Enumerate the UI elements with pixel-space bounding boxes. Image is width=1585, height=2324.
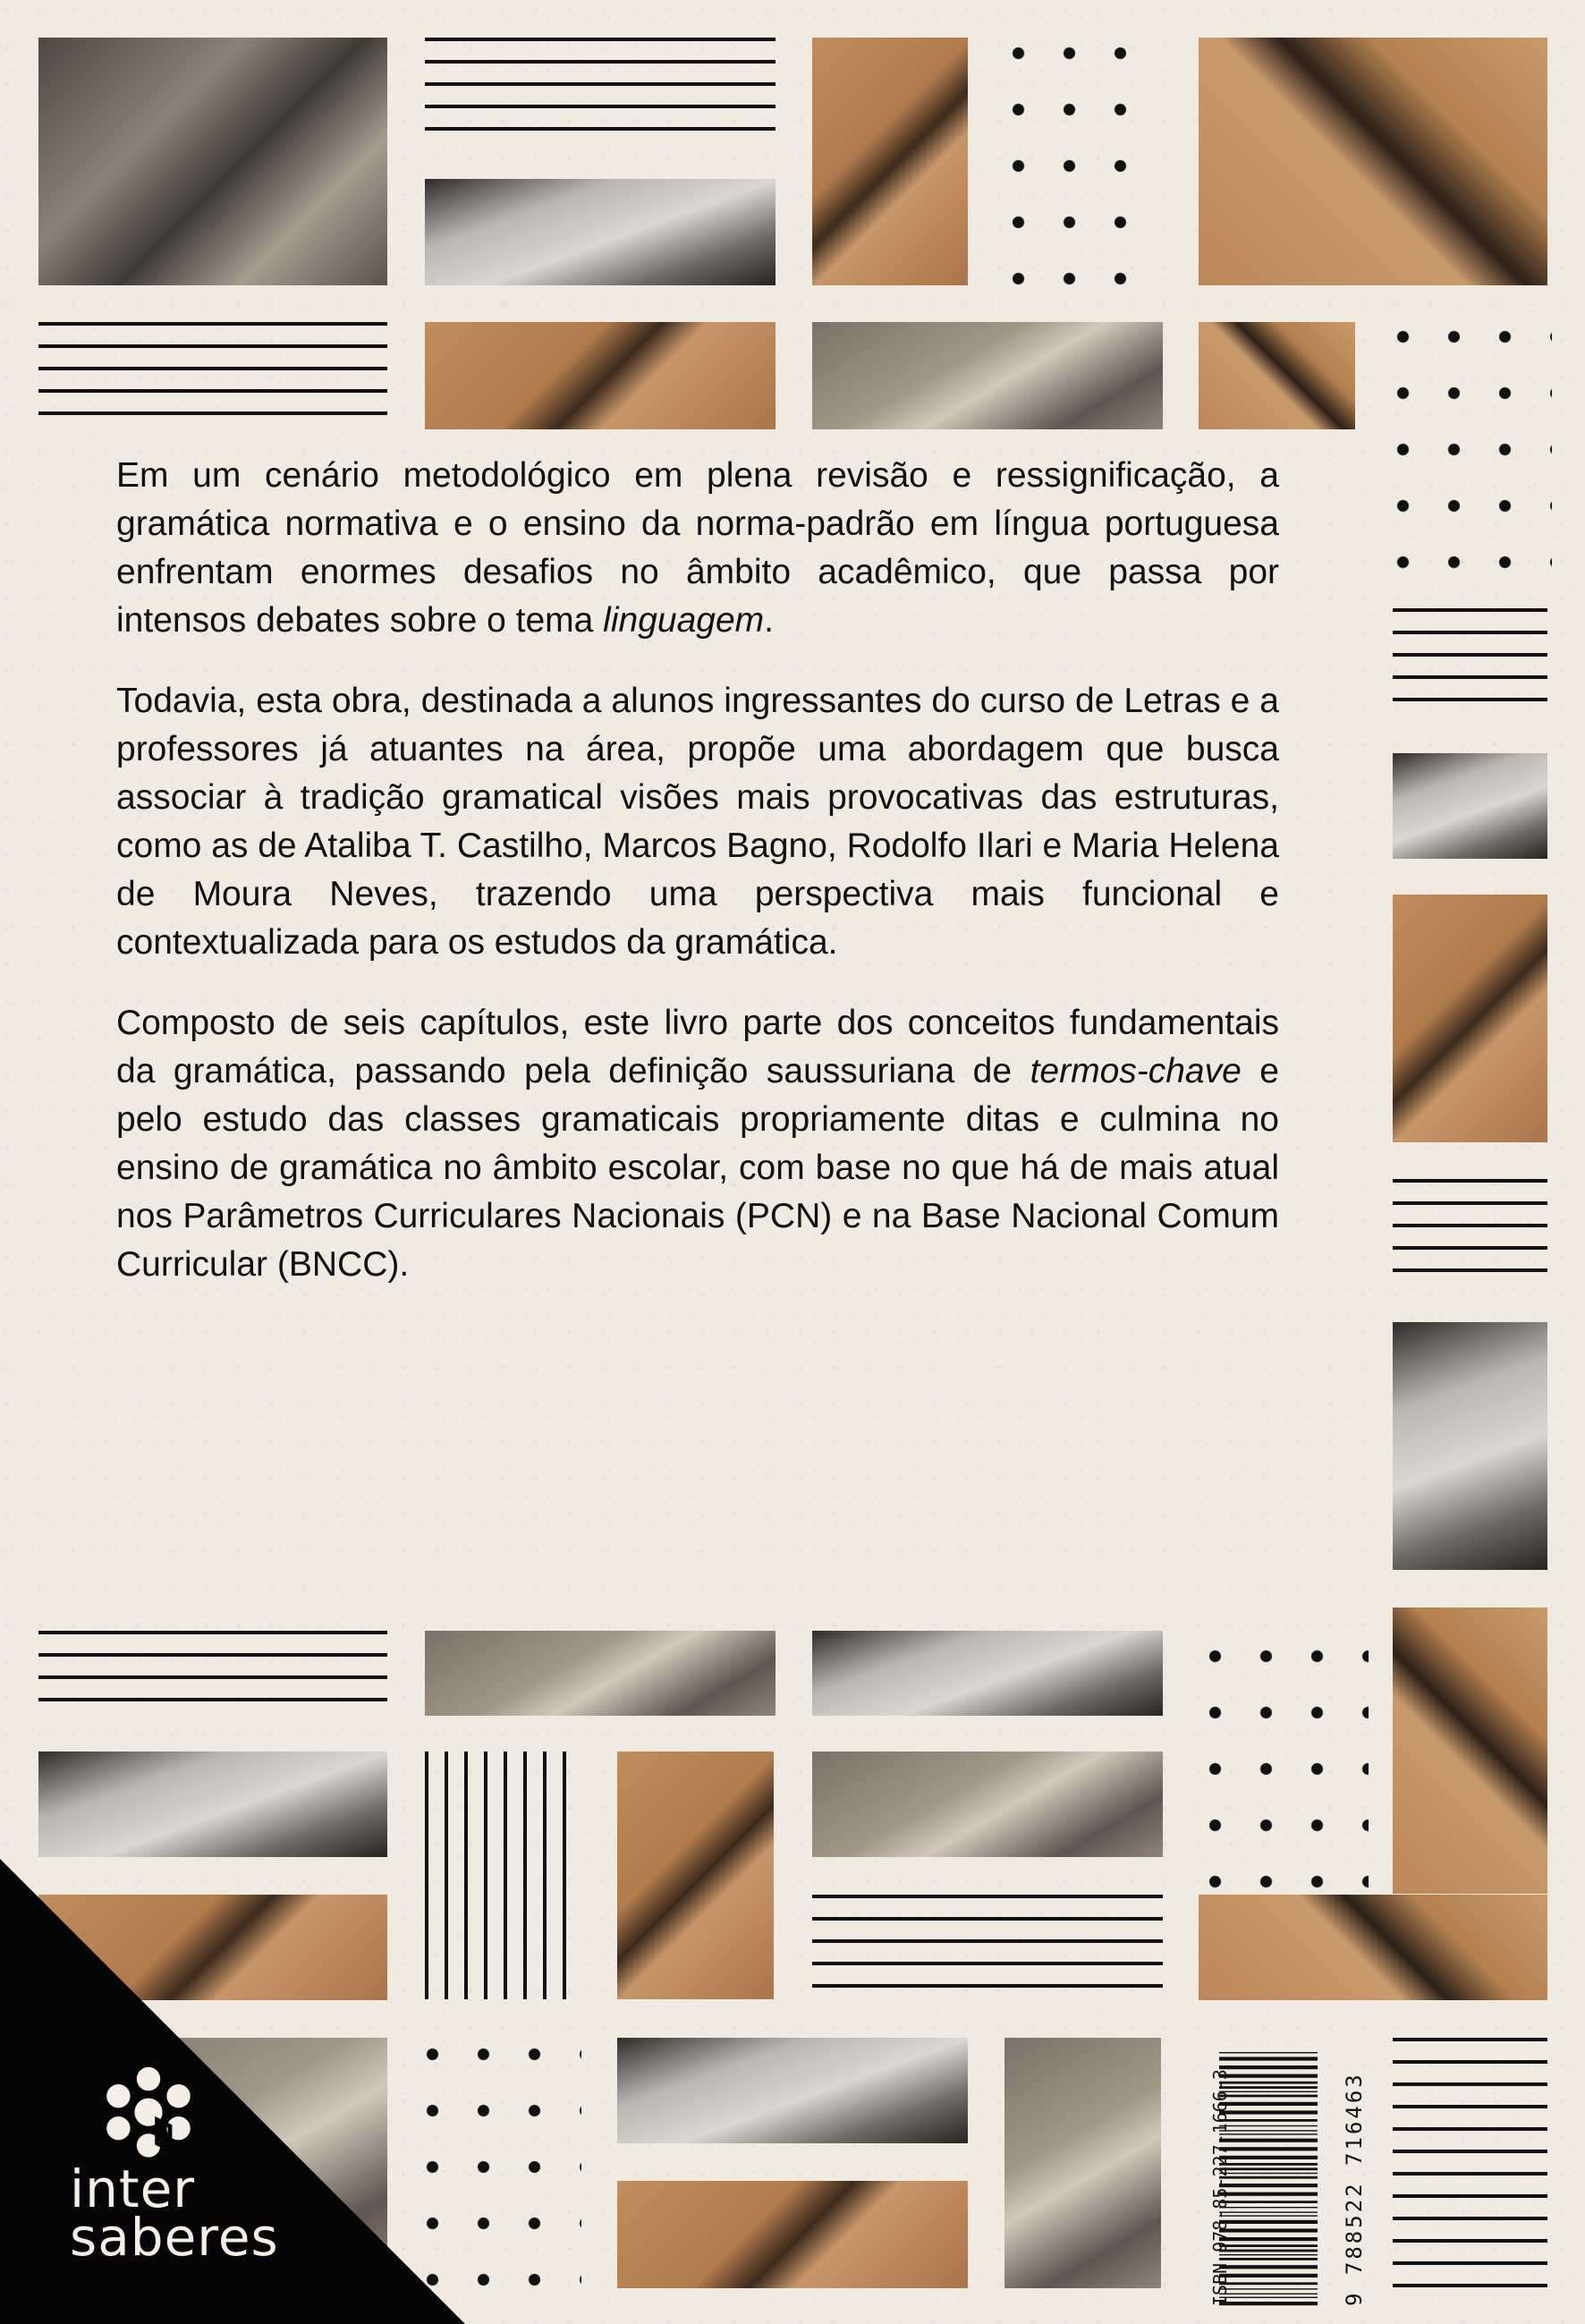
texture-tile — [425, 1631, 776, 1716]
flower-book-logo-icon — [95, 2057, 202, 2165]
texture-tile — [38, 1751, 387, 1857]
stripe-tile — [1393, 1179, 1547, 1286]
texture-tile — [38, 38, 387, 285]
barcode-bar — [1219, 2193, 1318, 2196]
texture-tile — [1393, 1322, 1547, 1570]
blurb-text: . — [764, 601, 774, 640]
texture-tile — [812, 322, 1163, 429]
barcode-bar — [1219, 2110, 1318, 2114]
barcode-bar — [1219, 2176, 1318, 2179]
back-cover-blurb — [116, 452, 1279, 1321]
barcode-bar — [1219, 2207, 1318, 2208]
barcode-bar — [1219, 2258, 1318, 2260]
barcode-bar — [1219, 2274, 1318, 2277]
barcode-bar — [1219, 2086, 1318, 2089]
barcode-bar — [1219, 2265, 1318, 2269]
barcode-bar — [1219, 2065, 1318, 2069]
texture-tile — [1393, 753, 1547, 859]
blurb-text: Composto de seis capítulos, este livro parte dos conceitos fundamentais da gramática, passando pela definição saussuriana de — [116, 1004, 1279, 1090]
barcode-bar — [1219, 2254, 1318, 2255]
barcode-bar — [1219, 2119, 1318, 2122]
barcode-bar — [1219, 2201, 1318, 2203]
blurb-italic-term: termos-chave — [1030, 1052, 1242, 1090]
barcode-bar — [1219, 2095, 1318, 2098]
texture-tile — [1393, 1607, 1547, 1894]
barcode-bar — [1219, 2133, 1318, 2134]
stripe-tile — [38, 322, 387, 429]
dot-grid-tile — [1190, 1628, 1369, 1896]
texture-tile — [812, 38, 968, 285]
barcode-bar — [1219, 2297, 1318, 2298]
barcode-bar — [1219, 2163, 1318, 2166]
texture-tile — [1199, 322, 1355, 429]
barcode-bar — [1219, 2057, 1318, 2060]
stripe-tile — [1393, 608, 1547, 716]
barcode-bar — [1219, 2052, 1318, 2053]
barcode-bar — [1219, 2125, 1318, 2126]
barcode-bar — [1219, 2130, 1318, 2131]
barcode-bar — [1219, 2082, 1318, 2084]
barcode-bar — [1219, 2282, 1318, 2285]
blurb-text: Em um cenário metodológico em plena revisão e ressignificação, a gramática normativa e o ensino da norma-padrão em língua portuguesa enfrentam enormes desafios no âmbito acadêmico, que passa por intensos debates sobre o tema — [116, 456, 1279, 640]
barcode-bar — [1219, 2156, 1318, 2159]
barcode-bar — [1219, 2147, 1318, 2150]
blurb-paragraph — [116, 452, 1279, 645]
barcode-bar — [1219, 2173, 1318, 2174]
texture-tile — [425, 322, 776, 429]
texture-tile — [1199, 38, 1547, 285]
blurb-italic-term: linguagem — [603, 601, 765, 640]
blurb-paragraph — [116, 677, 1279, 967]
texture-tile — [1393, 895, 1547, 1142]
barcode-bar — [1219, 2288, 1318, 2289]
stripe-tile — [38, 1631, 387, 1717]
barcode-bar — [1219, 2102, 1318, 2106]
barcode-digits: 9 788522 716463 — [1342, 2072, 1367, 2306]
barcode-bar — [1219, 2228, 1318, 2232]
stripe-tile — [1393, 2038, 1547, 2288]
barcode-bar — [1219, 2215, 1318, 2216]
texture-tile — [1199, 1895, 1547, 2000]
barcode-bar — [1219, 2074, 1318, 2078]
dot-grid-tile — [993, 25, 1149, 293]
barcode-bar — [1219, 2139, 1318, 2142]
texture-tile — [812, 1751, 1163, 1857]
blurb-text: e pelo estudo das classes gramaticais propriamente ditas e culmina no ensino de gramática no âmbito escolar, com base no que há de mais atual nos Parâmetros Curriculares Nacionais (PCN) e na Base Nacional Comum Curricular (BNCC). — [116, 1052, 1279, 1284]
stripe-tile — [425, 38, 776, 143]
texture-tile — [617, 2181, 968, 2288]
isbn-label: ISBN 978-85-227-1666-3 — [1209, 2069, 1231, 2306]
barcode-bar — [1219, 2250, 1318, 2252]
publisher-logo — [70, 2057, 311, 2268]
barcode-bar — [1219, 2302, 1318, 2305]
barcode-bar — [1219, 2184, 1318, 2187]
barcode-bar — [1219, 2237, 1318, 2241]
texture-tile — [617, 2038, 968, 2143]
blurb-paragraph — [116, 999, 1279, 1289]
texture-tile — [1004, 2038, 1161, 2288]
texture-tile — [617, 1751, 774, 1999]
dot-grid-tile — [1377, 309, 1552, 581]
barcode-bar — [1219, 2091, 1318, 2092]
barcode-bar — [1219, 2244, 1318, 2247]
publisher-name-line2: saberes — [70, 2207, 279, 2268]
texture-tile — [425, 179, 776, 285]
barcode-bar — [1219, 2220, 1318, 2224]
blurb-text: Todavia, esta obra, destinada a alunos ingressantes do curso de Letras e a professores já atuantes na área, propõe uma abordagem que busca associar à tradição gramatical visões mais provocativas das estruturas, como as de Ataliba T. Castilho, Marcos Bagno, Rodolfo Ilari e Maria Helena de Moura Neves, trazendo uma perspectiva mais funcional e contextualizada para os estudos da gramática. — [116, 682, 1279, 962]
barcode-bar — [1219, 2211, 1318, 2212]
stripe-tile — [812, 1895, 1163, 2000]
publisher-name-line1: inter — [70, 2159, 196, 2219]
texture-tile — [812, 1631, 1163, 1716]
barcode-bar — [1219, 2167, 1318, 2170]
